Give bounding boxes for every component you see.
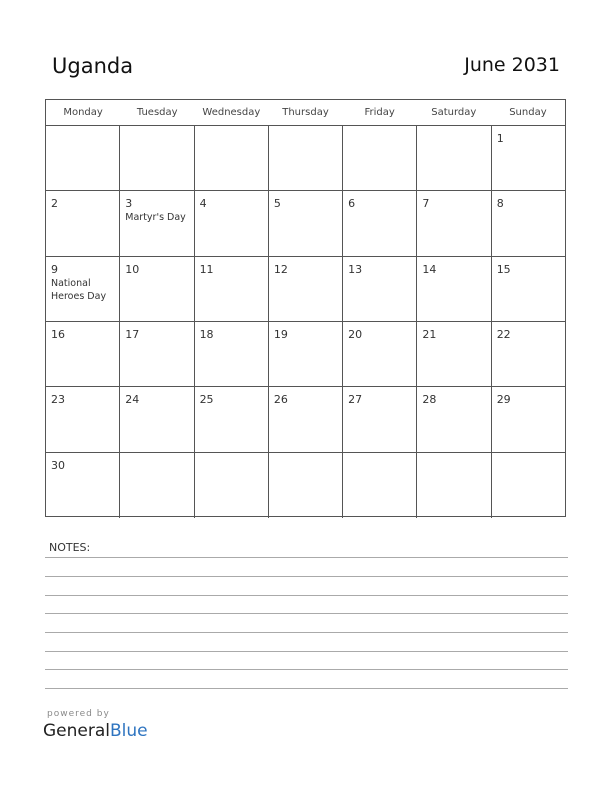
note-line <box>45 651 568 652</box>
day-cell <box>195 191 269 255</box>
day-number: 13 <box>348 262 363 276</box>
holiday-label: Martyr's Day <box>125 212 186 224</box>
powered-by-text: powered by <box>47 709 110 719</box>
weekday-header <box>46 100 565 126</box>
day-number: 19 <box>273 327 288 341</box>
day-cell <box>343 126 417 190</box>
week-row <box>46 191 565 256</box>
day-cell <box>46 257 120 321</box>
note-line <box>45 669 568 670</box>
day-cell <box>120 257 194 321</box>
day-number: 30 <box>51 458 65 472</box>
day-number: 4 <box>199 197 207 211</box>
day-number: 7 <box>422 197 430 211</box>
weekday-saturday: Saturday <box>431 107 477 118</box>
day-cell <box>120 126 194 190</box>
day-cell <box>46 191 120 255</box>
day-cell <box>492 453 565 518</box>
day-number: 5 <box>273 197 281 211</box>
note-line <box>45 688 568 689</box>
day-cell <box>343 257 417 321</box>
day-number: 6 <box>348 197 356 211</box>
day-cell <box>417 257 491 321</box>
day-cell <box>417 387 491 451</box>
day-cell <box>492 191 565 255</box>
holiday-label: National Heroes Day <box>51 277 107 302</box>
weekday-wednesday: Wednesday <box>202 107 261 118</box>
day-cell <box>195 453 269 518</box>
day-number: 16 <box>51 327 65 341</box>
day-cell <box>343 387 417 451</box>
day-number: 23 <box>51 393 65 407</box>
brand-general: General <box>43 721 110 741</box>
weekday-monday: Monday <box>63 107 103 118</box>
day-number: 14 <box>422 262 437 276</box>
day-number: 17 <box>125 327 140 341</box>
country-title: Uganda <box>52 54 134 78</box>
day-number: 25 <box>199 393 214 407</box>
day-cell <box>120 191 194 255</box>
calendar-weeks <box>46 126 565 518</box>
day-cell <box>269 126 343 190</box>
day-number: 24 <box>125 393 140 407</box>
note-line <box>45 595 568 596</box>
day-cell <box>417 191 491 255</box>
day-number: 18 <box>199 327 214 341</box>
day-number: 3 <box>125 197 133 211</box>
brand-logo <box>43 721 148 741</box>
day-cell <box>195 126 269 190</box>
day-cell <box>492 126 565 190</box>
day-cell <box>120 322 194 386</box>
day-cell <box>417 453 491 518</box>
note-line <box>45 576 568 577</box>
day-number: 21 <box>422 327 437 341</box>
day-number: 12 <box>273 262 288 276</box>
week-row <box>46 322 565 387</box>
day-number: 26 <box>273 393 288 407</box>
day-number: 2 <box>51 197 58 211</box>
day-cell <box>343 453 417 518</box>
day-number: 20 <box>348 327 363 341</box>
weekday-thursday: Thursday <box>282 107 329 118</box>
day-cell <box>417 322 491 386</box>
day-number: 27 <box>348 393 363 407</box>
day-number: 15 <box>496 262 511 276</box>
week-row <box>46 257 565 322</box>
day-cell <box>417 126 491 190</box>
day-cell <box>269 322 343 386</box>
week-row <box>46 387 565 452</box>
day-cell <box>492 387 565 451</box>
day-number: 22 <box>496 327 511 341</box>
day-number: 10 <box>125 262 140 276</box>
day-number: 1 <box>496 132 504 145</box>
day-cell <box>195 322 269 386</box>
calendar-grid <box>45 99 566 517</box>
day-cell <box>492 322 565 386</box>
note-line <box>45 613 568 614</box>
day-number: 11 <box>199 262 214 276</box>
day-number: 9 <box>51 262 58 276</box>
day-cell <box>269 257 343 321</box>
week-row <box>46 453 565 518</box>
note-line <box>45 557 568 558</box>
weekday-tuesday: Tuesday <box>136 107 178 118</box>
week-row <box>46 126 565 191</box>
notes-label: NOTES: <box>49 541 91 554</box>
weekday-friday: Friday <box>364 107 395 118</box>
day-cell <box>195 387 269 451</box>
day-number: 29 <box>496 393 511 407</box>
day-number: 28 <box>422 393 437 407</box>
day-cell <box>46 126 120 190</box>
day-cell <box>120 453 194 518</box>
day-cell <box>269 191 343 255</box>
day-cell <box>46 387 120 451</box>
day-cell <box>269 387 343 451</box>
weekday-sunday: Sunday <box>509 107 547 118</box>
month-title: June 2031 <box>464 54 560 76</box>
day-cell <box>46 322 120 386</box>
day-cell <box>492 257 565 321</box>
note-line <box>45 632 568 633</box>
day-cell <box>343 322 417 386</box>
brand-blue: Blue <box>110 721 148 741</box>
day-cell <box>46 453 120 518</box>
day-cell <box>343 191 417 255</box>
day-number: 8 <box>496 197 504 211</box>
day-cell <box>195 257 269 321</box>
day-cell <box>120 387 194 451</box>
day-cell <box>269 453 343 518</box>
